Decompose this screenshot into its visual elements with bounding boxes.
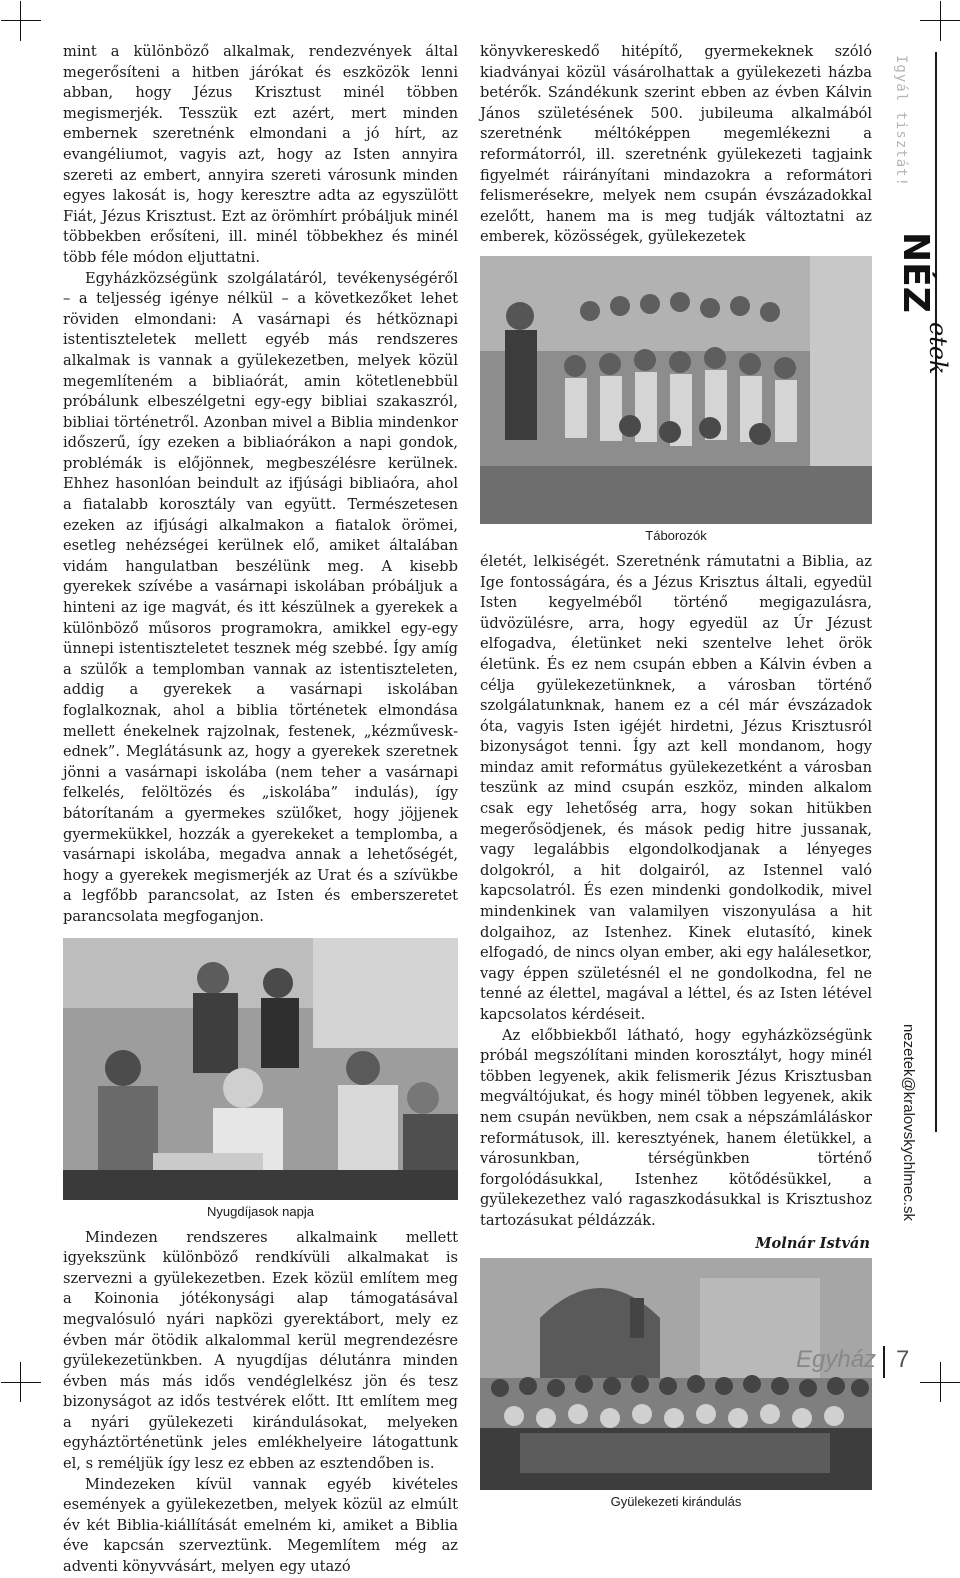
crop-mark (1, 1382, 41, 1383)
body-paragraph: Az előbbiekből látható, hogy egyházközségünk próbál megszólítani minden korosztályt, hogy minél többen legyenek, akik felismerik Jézus Krisztusban megváltójukat, és hogy minél többen legyenek, akik nem csupán nevükben, nem csak a népszámláláskor reformátusok, ill. keresztyének, hanem életükkel, a városunkban, térségünkben történő forgolódásukkal, Istenhez kötődésükkel, a gyülekezethez való ragaszkodásukkal is Krisztushoz tartozásukat példázzák. (480, 1026, 872, 1229)
nezetek-logo (890, 232, 952, 402)
photo-campers-image (480, 256, 872, 524)
crop-mark (920, 1382, 960, 1383)
photo-caption: Táborozók (645, 527, 707, 543)
logo-text-big: NÉZ (895, 232, 936, 313)
sidebar-email: nezetek@kralovskychlmec.sk (900, 1024, 917, 1221)
crop-mark (1, 20, 41, 21)
crop-mark (20, 1, 21, 41)
footer-section (796, 1346, 876, 1374)
crop-mark (920, 20, 960, 21)
crop-mark (940, 1, 941, 41)
photo-retirees-day (63, 938, 458, 1200)
body-paragraph: mint a különböző alkalmak, rendezvények által megerősíteni a hitben járókat és eszközök lenni abban, hogy Jézus Krisztust minél többen megismerjék. Tesszük ezt azért, mert minden embernek szeretnénk elmondani a jó hírt, az evangéliumot, vagyis azt, hogy az Isten annyira szereti az embert, annyira szereti városunk minden egyes lakosát is, hogy keresztre adta az egyszülött Fiát, Jézus Krisztust. Ezt az örömhírt próbáljuk minél többekben erősíteni, ill. minél többekhez és minél több féle módon eljuttatni. (63, 43, 458, 266)
author-signature: Molnár István (755, 1234, 870, 1252)
body-paragraph: Mindezen rendszeres alkalmaink mellett igyekszünk különböző rendkívüli alkalmakat is szervezni a gyülekezetben. Ezek közül említem meg a Koinonia jótékonysági alap támogatásával megvalósuló nyári napközi gyerektábort, mely ez évben már ötödik alkalommal kerül megrendezésre gyülekezetünkben. A nyugdíjas délutánra minden évben más más idős vendéglelkész jön és tesz bizonyságot az idős testvérek előtt. Itt említem meg a nyári gyülekezeti kirándulásokat, melyeken egyháztörténetünk jeles emlékhelyeire látogattunk el, s reméljük így lesz ez ebben az esztendőben is. (63, 1228, 458, 1473)
photo-retirees-day-image (63, 938, 458, 1200)
body-paragraph: könyvkereskedő hitépítő, gyermekeknek szóló kiadványai közül vásárolhattak a gyülekezeti házba betérők. Szándékunk szerint ebben az évben Kálvin János születésének 500. jubileuma alkalmából szeretnénk méltóképpen megemlékezni a reformátorról, ill. szeretnénk gyülekezeti tagjaink figyelmét ráirányítani mindazokra a reformátori felismerésekre, melyek nem csupán évszázadokkal ezelőtt, hanem ma is meg tudják változtatni az emberek, közösségek, gyülekezetek (480, 43, 872, 246)
nezetek-logo-mark (890, 232, 952, 402)
page-number: 7 (896, 1346, 910, 1373)
photo-church-trip-image (480, 1258, 872, 1490)
footer-section-label: Egyház (796, 1346, 877, 1373)
photo-campers (480, 256, 872, 524)
sidebar-rule (935, 52, 937, 1132)
body-paragraph: Egyházközségünk szolgálatáról, tevékenységéről – a teljesség igénye nélkül – a következőket lehet röviden elmondani: A vasárnapi és hétköznapi istentiszteletek mellett egyéb más rendszeres alkalmak is vannak a gyülekezetben, melyek közül megemlíteném a bibliaórát, amin kötetlenebbül próbálunk elbeszélgetni egy-egy bibliai szakaszról, bibliai történetről. Azonban mivel a Biblia mindenkor időszerű, így ezeken a bibliaórákon a napi gondok, problémák is előjönnek, megbeszélésre kerülnek. Ehhez hasonlóan beindult az ifjúsági bibliaóra, ahol a fiatalabb korosztály van együtt. Természetesen ezeken az ifjúsági alkalmakon a fiatalok örömei, esetleg nehézségei kerülnek elő, amiket általában vidám hangulatban beszélünk meg. A kisebb gyerekek szívébe a vasárnapi iskolában próbáljuk a hinteni az ige magvát, és itt készülnek a gyerekek a különböző műsoros programokra, amikkel egy-egy ünnepi istentiszteletet tesznek még szebbé. Így amíg a szülők a templomban vannak az istentiszteleten, addig a gyerekek a vasárnapi iskolában foglalkoznak, ahol a biblia történetek elmondása mellett énekelnek rajzolnak, festenek, „kézműveskednek”. Meglátásunk az, hogy a gyerekek szeretnek jönni a vasárnapi iskolába (nem teher a vasárnapi felkelés, felöltözés és „iskolába” indulás), így bátorítanám a gyermekes szülőket, hogy jöjjenek gyermekükkel, hozzák a gyerekeket a templomba, a vasárnapi iskolába, megadva annak a lehetőségét, hogy a gyerekek megismerjék az Urat és a szívükbe a legfőbb parancsolat, az Isten és emberszeretet parancsolata megfoganjon. (63, 269, 458, 925)
body-paragraph: életét, lelkiségét. Szeretnénk rámutatni a Biblia, az Ige fontosságára, és a Jézus Krisztus általi, egyedül Isten kegyelméből történő megigazulásra, üdvözülésre, arra, hogy egyedül az Úr Jézust elfogadva, életünket neki szentelve lehet örök életünk. És ez nem csupán ebben a Kálvin évben a célja gyülekezetünknek, a városban történő szolgálatunknak, hanem ez a cél már évszázadok óta, vagyis Isten igéjét hirdetni, Jézus Krisztusról bizonyságot tenni. Így azt kell mondanom, hogy mindaz amit református gyülekezetként a városban teszünk az mind csupán eszköz, minden alkalom csak egy lehetőség arra, hogy sokan hitükben megerősödjenek, és mások pedig hitre jussanak, vagy legalábbis elgondolkodjanak a lényeges dolgokról, a hit dolgairól, az Istennel való kapcsolatról. És ezen mindenki gondolkodik, mivel mindenkinek van valamilyen viszonyulása a hit dolgaihoz, az Istenhez. Kinek elutasító, kinek elfogadó, de nincs olyan ember, aki egy halálesetkor, vagy éppen születésnél el ne gondolkodna, fel ne tenné az élettel, magával a léttel, és az Isten létével kapcsolatos kérdéseit. (480, 552, 872, 1023)
footer-rule (883, 1346, 885, 1378)
body-paragraph: Mindezeken kívül vannak egyéb kivételes események a gyülekezetben, melyek közül az elmúlt év két Biblia-kiállítását emelném ki, amiket a Biblia éve kapcsán szerveztünk. Megemlítem még az adventi könyvvásárt, melyen egy utazó (63, 1475, 458, 1576)
logo-text-script: etek (924, 322, 952, 375)
left-column (63, 42, 458, 1578)
photo-caption: Gyülekezeti kirándulás (610, 1494, 742, 1510)
right-column (480, 42, 872, 1518)
sidebar-motto: Igyál tisztát! (893, 55, 909, 188)
photo-church-trip (480, 1258, 872, 1490)
photo-caption: Nyugdíjasok napja (207, 1203, 314, 1219)
